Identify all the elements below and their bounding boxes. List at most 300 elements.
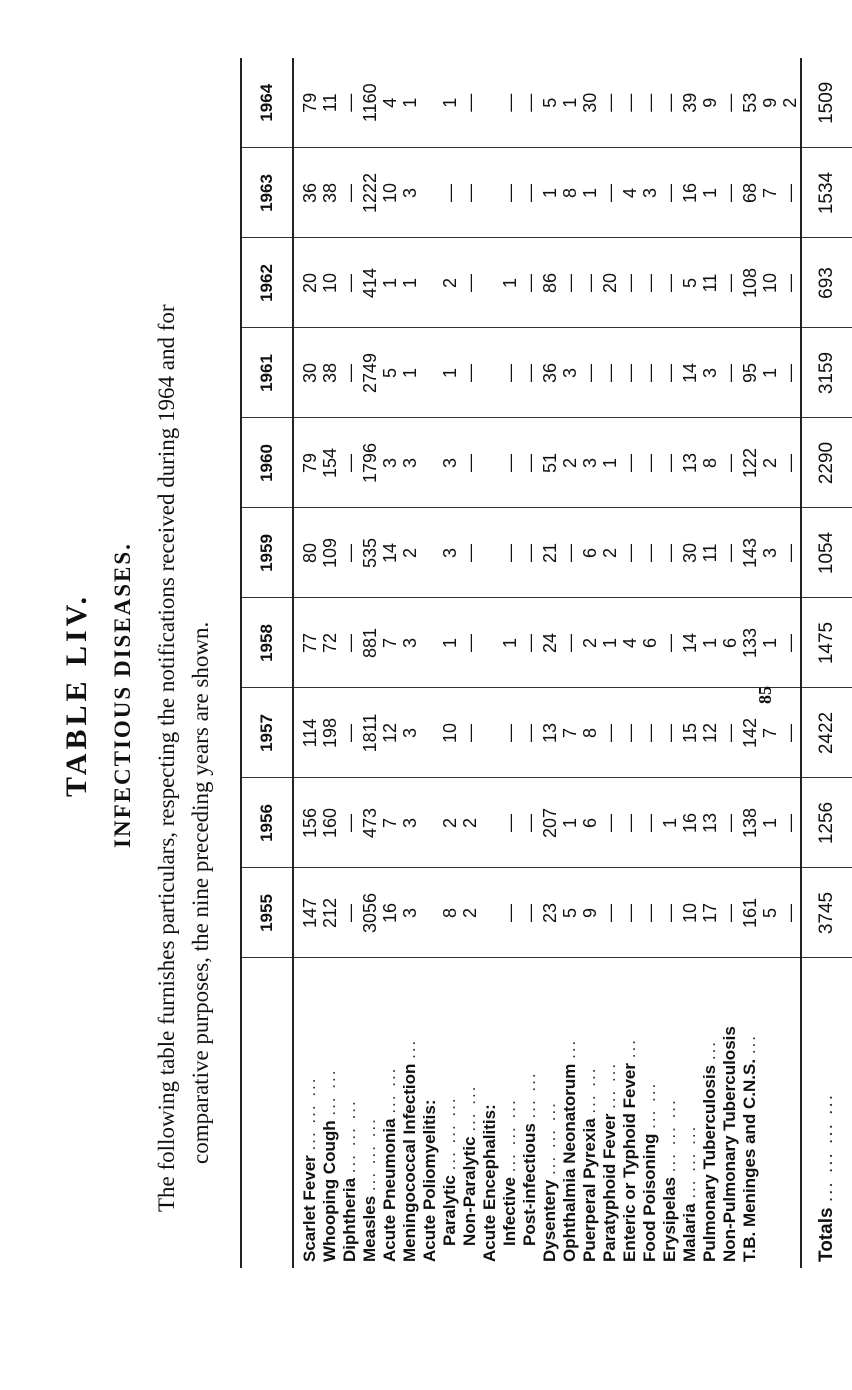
disease-name: Totals	[816, 1207, 837, 1262]
count-cell: —	[580, 328, 600, 418]
count-cell: 1	[440, 598, 460, 688]
table-row	[620, 58, 640, 1268]
count-cell: 207	[540, 778, 560, 868]
count-cell: —	[640, 238, 660, 328]
count-cell	[480, 418, 500, 508]
disease-label	[540, 958, 560, 1268]
count-cell: —	[520, 778, 540, 868]
count-cell: 1	[600, 418, 620, 508]
count-cell: —	[520, 148, 540, 238]
count-cell: —	[460, 148, 480, 238]
table-row	[320, 58, 340, 1268]
count-cell: —	[340, 58, 360, 148]
count-cell: —	[560, 598, 580, 688]
year-header: 1958	[241, 598, 293, 688]
count-cell: —	[780, 238, 801, 328]
count-cell	[480, 688, 500, 778]
count-cell: —	[600, 148, 620, 238]
count-cell: 2	[760, 418, 780, 508]
intro-paragraph	[150, 132, 218, 1212]
count-cell: —	[520, 868, 540, 958]
count-cell: —	[660, 508, 680, 598]
count-cell: —	[660, 598, 680, 688]
year-header: 1960	[241, 418, 293, 508]
disease-label	[480, 958, 500, 1268]
count-cell: 142	[740, 688, 760, 778]
count-cell: —	[340, 778, 360, 868]
count-cell: 10	[440, 688, 460, 778]
count-cell: 9	[700, 58, 720, 148]
count-cell: —	[440, 148, 460, 238]
count-cell: 1	[760, 598, 780, 688]
count-cell: —	[780, 868, 801, 958]
leader-dots: ... ... ...	[500, 1098, 519, 1173]
count-cell: 3	[380, 418, 400, 508]
count-cell: —	[460, 688, 480, 778]
disease-name: Erysipelas	[660, 1176, 679, 1262]
total-cell: 3159	[801, 328, 852, 418]
count-cell: 212	[320, 868, 340, 958]
disease-name: Measles	[360, 1195, 379, 1262]
disease-label	[620, 958, 640, 1268]
count-cell: 4	[620, 148, 640, 238]
count-cell: —	[620, 508, 640, 598]
count-cell: 36	[293, 148, 320, 238]
year-header: 1962	[241, 238, 293, 328]
table-row	[420, 58, 440, 1268]
year-header: 1957	[241, 688, 293, 778]
table-row	[500, 58, 520, 1268]
disease-name: Scarlet Fever	[300, 1155, 319, 1262]
count-cell: —	[460, 508, 480, 598]
count-cell: 108	[740, 238, 760, 328]
count-cell: 1	[580, 148, 600, 238]
count-cell: —	[640, 688, 660, 778]
count-cell: 79	[293, 58, 320, 148]
disease-name: Paratyphoid Fever	[600, 1113, 619, 1262]
disease-name: Dysentery	[540, 1179, 559, 1262]
count-cell: 14	[380, 508, 400, 598]
leader-dots: ... ... ...	[540, 1101, 559, 1176]
table-row	[580, 58, 600, 1268]
count-cell: 143	[740, 508, 760, 598]
leader-dots: ... ...	[380, 1066, 399, 1114]
count-cell	[480, 508, 500, 598]
table-row	[700, 58, 720, 1268]
count-cell: 10	[760, 238, 780, 328]
year-header: 1955	[241, 868, 293, 958]
count-cell: —	[660, 238, 680, 328]
count-cell: 1	[400, 328, 420, 418]
count-cell: —	[660, 148, 680, 238]
count-cell: —	[600, 778, 620, 868]
count-cell: 8	[560, 148, 580, 238]
count-cell: —	[780, 598, 801, 688]
disease-name: Non-Pulmonary Tuberculosis	[720, 1026, 739, 1262]
count-cell: 38	[320, 328, 340, 418]
disease-label	[580, 958, 600, 1268]
leader-dots: ... ... ...	[300, 1076, 319, 1151]
disease-label	[420, 958, 440, 1268]
count-cell: 3056	[360, 868, 380, 958]
count-cell: 11	[320, 58, 340, 148]
disease-name: Acute Encephalitis:	[480, 1104, 499, 1262]
table-row	[380, 58, 400, 1268]
year-header: 1959	[241, 508, 293, 598]
count-cell: 20	[293, 238, 320, 328]
count-cell: —	[720, 58, 740, 148]
leader-dots: ... ... ...	[360, 1117, 379, 1192]
table-row	[660, 58, 680, 1268]
disease-label	[500, 958, 520, 1268]
count-cell: 3	[760, 508, 780, 598]
disease-label	[460, 958, 480, 1268]
count-cell: —	[720, 688, 740, 778]
count-cell: 5	[540, 58, 560, 148]
count-cell: 2	[440, 778, 460, 868]
count-cell: 5	[380, 328, 400, 418]
count-cell: —	[640, 868, 660, 958]
count-cell: —	[780, 688, 801, 778]
disease-name: Ophthalmia Neonatorum	[560, 1063, 579, 1262]
leader-dots: ... ...	[520, 1071, 539, 1119]
count-cell: 156	[293, 778, 320, 868]
count-cell: —	[460, 418, 480, 508]
count-cell: 3	[400, 148, 420, 238]
count-cell: —	[640, 58, 660, 148]
count-cell: —	[620, 328, 640, 418]
count-cell: 2	[560, 418, 580, 508]
count-cell: 30	[293, 328, 320, 418]
count-cell	[480, 598, 500, 688]
count-cell: 1	[600, 598, 620, 688]
count-cell: 3	[700, 328, 720, 418]
count-cell	[480, 58, 500, 148]
count-cell: —	[560, 508, 580, 598]
disease-label	[293, 958, 320, 1268]
table-subtitle: INFECTIOUS DISEASES.	[110, 542, 135, 848]
count-cell	[480, 328, 500, 418]
count-cell: 133	[740, 598, 760, 688]
count-cell: 1	[440, 58, 460, 148]
count-cell: —	[620, 238, 640, 328]
count-cell: 535	[360, 508, 380, 598]
table-row	[680, 58, 700, 1268]
count-cell: 7	[380, 598, 400, 688]
count-cell: —	[660, 868, 680, 958]
table-row	[540, 58, 560, 1268]
count-cell: 20	[600, 238, 620, 328]
table-row	[720, 58, 740, 1268]
count-cell: 7	[380, 778, 400, 868]
count-cell: 1160	[360, 58, 380, 148]
count-cell: —	[640, 328, 660, 418]
disease-label	[600, 958, 620, 1268]
disease-label	[640, 958, 660, 1268]
count-cell: 16	[680, 148, 700, 238]
leader-dots: ...	[700, 1039, 719, 1061]
leader-dots: ... ... ... ...	[816, 1092, 837, 1203]
count-cell: 14	[680, 328, 700, 418]
count-cell: 80	[293, 508, 320, 598]
count-cell	[480, 778, 500, 868]
count-cell: —	[620, 58, 640, 148]
disease-label	[440, 958, 460, 1268]
count-cell: —	[620, 778, 640, 868]
count-cell: 6	[720, 598, 740, 688]
count-cell: —	[520, 418, 540, 508]
total-cell: 2290	[801, 418, 852, 508]
table-title: TABLE LIV.	[60, 593, 93, 797]
leader-dots: ... ...	[640, 1081, 659, 1129]
count-cell: —	[620, 418, 640, 508]
count-cell: —	[720, 238, 740, 328]
count-cell: 1	[560, 778, 580, 868]
count-cell: 160	[320, 778, 340, 868]
disease-name: Non-Paralytic	[460, 1136, 479, 1246]
count-cell: 5	[680, 238, 700, 328]
count-cell: —	[340, 598, 360, 688]
count-cell: 6	[580, 778, 600, 868]
count-cell: 23	[540, 868, 560, 958]
count-cell: 68	[740, 148, 760, 238]
intro-line-1: The following table furnishes particulars, respecting the notifications received during 1964 and for	[154, 304, 179, 1212]
count-cell: —	[500, 778, 520, 868]
count-cell: 881	[360, 598, 380, 688]
count-cell: —	[500, 418, 520, 508]
count-cell: 3	[400, 688, 420, 778]
count-cell: —	[500, 148, 520, 238]
year-header: 1964	[241, 58, 293, 148]
table-row	[400, 58, 420, 1268]
count-cell: —	[660, 328, 680, 418]
count-cell: —	[780, 148, 801, 238]
count-cell: —	[640, 778, 660, 868]
disease-label	[380, 958, 400, 1268]
count-cell: 2	[780, 58, 801, 148]
count-cell: —	[560, 238, 580, 328]
count-cell: 1	[760, 328, 780, 418]
disease-name: T.B. Meninges and C.N.S.	[740, 1058, 759, 1262]
count-cell: —	[500, 508, 520, 598]
count-cell: 7	[560, 688, 580, 778]
disease-label	[660, 958, 680, 1268]
disease-label	[780, 958, 801, 1268]
count-cell: —	[460, 238, 480, 328]
count-cell: —	[340, 508, 360, 598]
count-cell: —	[340, 868, 360, 958]
leader-dots: ... ... ...	[660, 1098, 679, 1173]
count-cell: —	[500, 328, 520, 418]
count-cell: 2	[400, 508, 420, 598]
count-cell: 3	[400, 418, 420, 508]
count-cell: —	[640, 508, 660, 598]
leader-dots: ... ...	[600, 1061, 619, 1109]
page-number: 85	[755, 686, 775, 704]
count-cell: 13	[540, 688, 560, 778]
count-cell: 3	[640, 148, 660, 238]
count-cell: 8	[580, 688, 600, 778]
count-cell: 1222	[360, 148, 380, 238]
count-cell: 1811	[360, 688, 380, 778]
disease-label	[720, 958, 740, 1268]
count-cell: —	[520, 58, 540, 148]
count-cell: 1	[560, 58, 580, 148]
table-row	[340, 58, 360, 1268]
count-cell: —	[600, 688, 620, 778]
table-row	[360, 58, 380, 1268]
count-cell: 5	[560, 868, 580, 958]
count-cell	[420, 688, 440, 778]
count-cell: 1	[440, 328, 460, 418]
count-cell: 3	[440, 508, 460, 598]
count-cell: 473	[360, 778, 380, 868]
count-cell: 7	[760, 148, 780, 238]
count-cell: 154	[320, 418, 340, 508]
count-cell: 1	[700, 148, 720, 238]
leader-dots: ... ... ...	[440, 1096, 459, 1171]
count-cell: —	[500, 868, 520, 958]
count-cell	[420, 778, 440, 868]
count-cell: —	[340, 238, 360, 328]
disease-column-header	[241, 958, 293, 1268]
count-cell: 12	[380, 688, 400, 778]
count-cell: —	[460, 328, 480, 418]
total-cell: 1534	[801, 148, 852, 238]
count-cell	[480, 238, 500, 328]
count-cell: —	[460, 58, 480, 148]
count-cell: 1	[660, 778, 680, 868]
count-cell	[420, 418, 440, 508]
disease-label	[560, 958, 580, 1268]
count-cell: —	[520, 508, 540, 598]
disease-label	[340, 958, 360, 1268]
count-cell: —	[600, 58, 620, 148]
table-row	[440, 58, 460, 1268]
disease-name: Puerperal Pyrexia	[580, 1118, 599, 1262]
count-cell: 79	[293, 418, 320, 508]
count-cell: 72	[320, 598, 340, 688]
disease-name: Enteric or Typhoid Fever	[620, 1062, 639, 1262]
count-cell: 198	[320, 688, 340, 778]
leader-dots: ...	[620, 1038, 639, 1059]
count-cell: 2	[600, 508, 620, 598]
disease-name: Malaria	[680, 1203, 699, 1262]
count-cell: 39	[680, 58, 700, 148]
table-row	[293, 58, 320, 1268]
count-cell: 1	[400, 58, 420, 148]
header-row	[241, 58, 293, 1268]
count-cell: —	[780, 778, 801, 868]
total-cell: 693	[801, 238, 852, 328]
disease-label	[680, 958, 700, 1268]
count-cell	[420, 148, 440, 238]
count-cell: 51	[540, 418, 560, 508]
count-cell: 13	[700, 778, 720, 868]
count-cell: 11	[700, 238, 720, 328]
count-cell: 414	[360, 238, 380, 328]
count-cell: 38	[320, 148, 340, 238]
table-row	[520, 58, 540, 1268]
count-cell: 3	[580, 418, 600, 508]
count-cell: —	[780, 328, 801, 418]
disease-name: Post-infectious	[520, 1123, 539, 1246]
disease-name: Acute Poliomyelitis:	[420, 1099, 439, 1262]
disease-label	[360, 958, 380, 1268]
count-cell: 30	[580, 58, 600, 148]
count-cell: 4	[620, 598, 640, 688]
count-cell: —	[340, 418, 360, 508]
count-cell: 114	[293, 688, 320, 778]
year-header: 1961	[241, 328, 293, 418]
count-cell: 15	[680, 688, 700, 778]
table-row	[640, 58, 660, 1268]
count-cell: 21	[540, 508, 560, 598]
count-cell: 161	[740, 868, 760, 958]
total-cell: 1054	[801, 508, 852, 598]
count-cell: —	[780, 508, 801, 598]
count-cell: 16	[380, 868, 400, 958]
count-cell: —	[720, 508, 740, 598]
disease-name: Acute Pneumonia	[380, 1118, 399, 1262]
count-cell: —	[640, 418, 660, 508]
count-cell: 8	[700, 418, 720, 508]
table-row	[480, 58, 500, 1268]
count-cell: —	[520, 238, 540, 328]
count-cell: 6	[580, 508, 600, 598]
count-cell: 11	[700, 508, 720, 598]
count-cell: —	[720, 868, 740, 958]
count-cell: 10	[380, 148, 400, 238]
disease-name: Food Poisoning	[640, 1133, 659, 1262]
count-cell: 3	[400, 598, 420, 688]
total-cell: 1475	[801, 598, 852, 688]
table-row	[460, 58, 480, 1268]
count-cell: 1	[700, 598, 720, 688]
total-cell: 3745	[801, 868, 852, 958]
count-cell: 2	[440, 238, 460, 328]
disease-label	[320, 958, 340, 1268]
table-row	[780, 58, 801, 1268]
totals-row	[801, 58, 852, 1268]
count-cell: 7	[760, 688, 780, 778]
disease-name: Pulmonary Tuberculosis	[700, 1064, 719, 1262]
leader-dots: ... ...	[460, 1084, 479, 1132]
count-cell: 16	[680, 778, 700, 868]
year-header: 1963	[241, 148, 293, 238]
year-header: 1956	[241, 778, 293, 868]
count-cell: 4	[380, 58, 400, 148]
count-cell: 3	[400, 778, 420, 868]
count-cell: 12	[700, 688, 720, 778]
count-cell	[420, 598, 440, 688]
count-cell: —	[720, 148, 740, 238]
count-cell: 2	[460, 868, 480, 958]
intro-line-2: comparative purposes, the nine preceding years are shown.	[188, 621, 213, 1164]
disease-name: Meningococcal Infection	[400, 1063, 419, 1262]
leader-dots: ... ...	[580, 1066, 599, 1114]
count-cell: —	[780, 418, 801, 508]
count-cell: —	[500, 58, 520, 148]
count-cell: 1796	[360, 418, 380, 508]
count-cell: 1	[380, 238, 400, 328]
disease-name: Paralytic	[440, 1175, 459, 1246]
count-cell: —	[720, 778, 740, 868]
count-cell: 3	[400, 868, 420, 958]
count-cell: —	[340, 688, 360, 778]
count-cell: 86	[540, 238, 560, 328]
count-cell: —	[720, 418, 740, 508]
